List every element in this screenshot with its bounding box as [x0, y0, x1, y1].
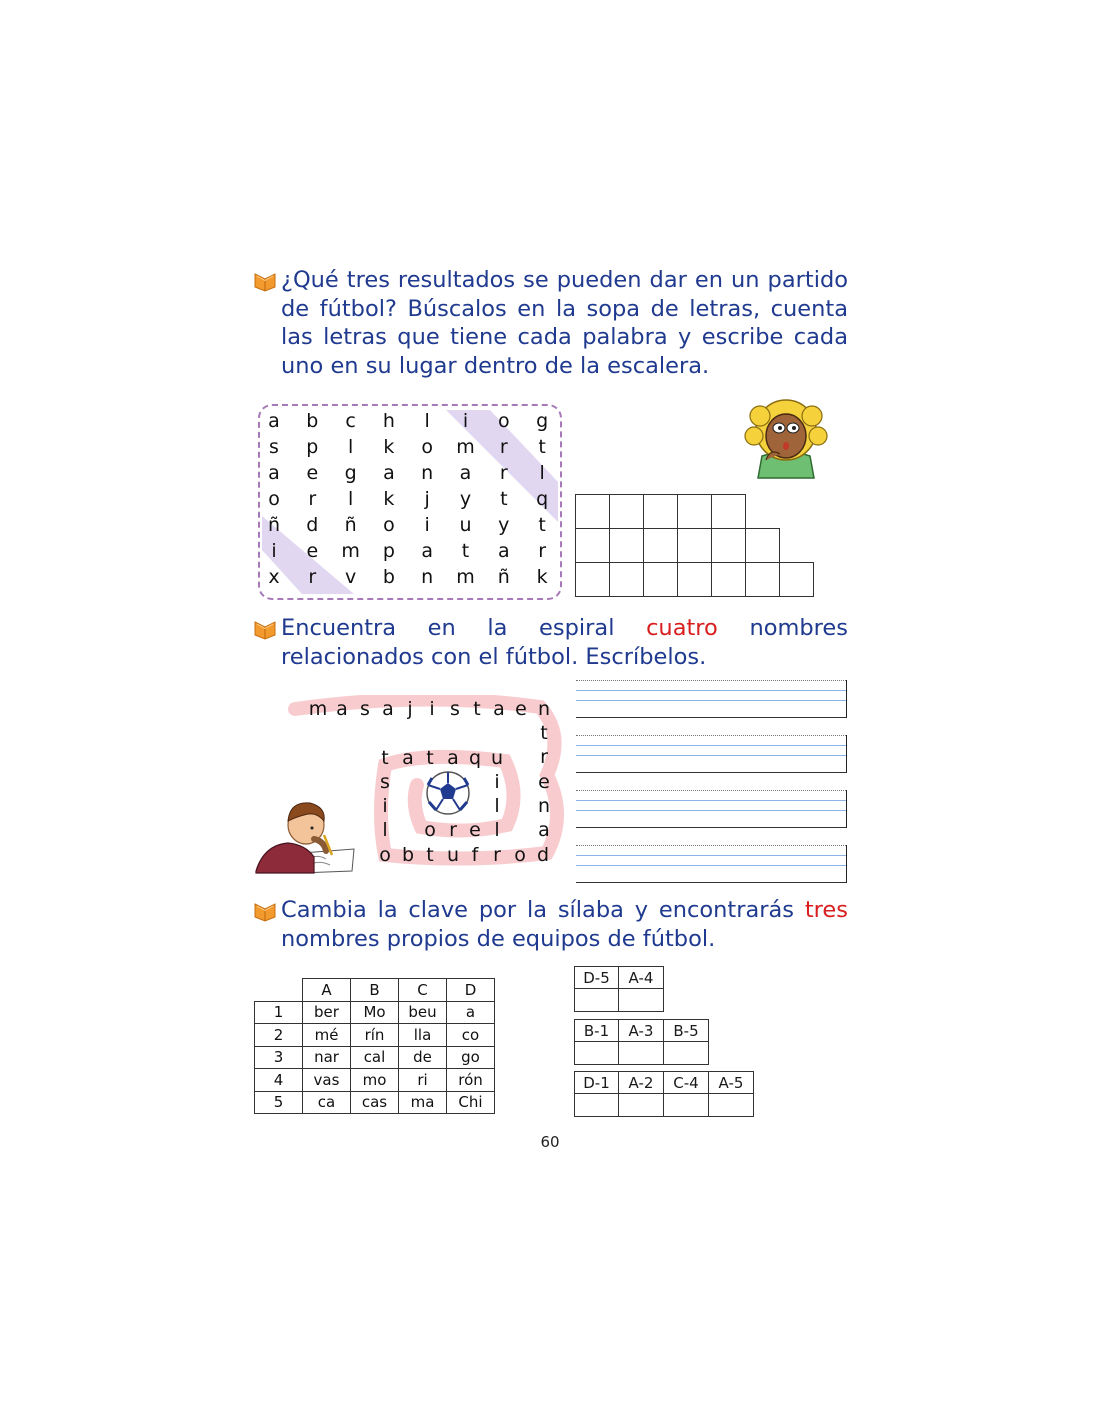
- book-bullet-icon: [254, 900, 276, 922]
- word-search-letter[interactable]: h: [382, 410, 395, 432]
- key-column: [664, 1071, 709, 1117]
- word-search-letter[interactable]: r: [308, 488, 317, 510]
- key-column: [619, 966, 664, 1012]
- word-search-letter[interactable]: n: [421, 462, 434, 484]
- table-row: [255, 1091, 495, 1114]
- syllable-answer-box[interactable]: [709, 1093, 754, 1117]
- word-search-letter[interactable]: m: [456, 436, 475, 458]
- syllable-answer-box[interactable]: [574, 988, 619, 1012]
- syllable-cell: ca: [303, 1091, 351, 1114]
- column-header: B: [351, 979, 399, 1002]
- syllable-cell: ber: [303, 1001, 351, 1024]
- word-search-letter[interactable]: a: [383, 462, 395, 484]
- spiral-letter: b: [401, 844, 415, 866]
- syllable-cell: rón: [447, 1069, 495, 1092]
- word-search-letter[interactable]: r: [308, 566, 317, 588]
- key-label: A-4: [619, 966, 664, 988]
- spiral-letter: s: [360, 698, 370, 720]
- word-search-letter[interactable]: o: [421, 436, 433, 458]
- staircase-answer-cell[interactable]: [609, 528, 644, 563]
- word-search-letter[interactable]: j: [424, 488, 430, 510]
- word-search-letter[interactable]: o: [268, 488, 280, 510]
- key-label: D-5: [574, 966, 619, 988]
- spiral-letter: t: [473, 698, 481, 720]
- word-search-letter[interactable]: c: [345, 410, 356, 432]
- word-search-letter[interactable]: a: [421, 540, 434, 562]
- syllable-cell: nar: [303, 1046, 351, 1069]
- row-number: 2: [255, 1024, 303, 1047]
- word-search-letter[interactable]: g: [344, 462, 357, 484]
- staircase-answer-cell[interactable]: [609, 494, 644, 529]
- word-search-letter[interactable]: b: [382, 566, 395, 588]
- word-search-letter[interactable]: e: [306, 540, 319, 562]
- word-search-letter[interactable]: m: [456, 566, 475, 588]
- key-label: A-5: [709, 1071, 754, 1093]
- spiral-letter: j: [407, 698, 413, 720]
- word-search-letter[interactable]: k: [536, 566, 548, 588]
- word-search-letter[interactable]: k: [383, 436, 395, 458]
- syllable-answer-box[interactable]: [619, 988, 664, 1012]
- spiral-letter: u: [446, 844, 460, 866]
- syllable-cell: ma: [399, 1091, 447, 1114]
- syllable-cell: cas: [351, 1091, 399, 1114]
- word-search-letter[interactable]: p: [382, 540, 395, 562]
- syllable-answer-box[interactable]: [619, 1041, 664, 1065]
- spiral-letter: t: [426, 747, 434, 769]
- word-search-letter[interactable]: m: [341, 540, 360, 562]
- word-search-letter[interactable]: l: [424, 410, 430, 432]
- key-row: [574, 1071, 754, 1117]
- staircase-answer-cell[interactable]: [643, 528, 678, 563]
- word-search-letter[interactable]: ñ: [344, 514, 357, 536]
- syllable-cell: ri: [399, 1069, 447, 1092]
- syllable-answer-box[interactable]: [664, 1041, 709, 1065]
- staircase-answer-cell[interactable]: [779, 562, 814, 597]
- book-bullet-icon: [254, 270, 276, 292]
- row-number: 1: [255, 1001, 303, 1024]
- syllable-cell: vas: [303, 1069, 351, 1092]
- word-search-letter[interactable]: v: [344, 566, 357, 588]
- exercise-3-instruction: Cambia la clave por la sílaba y encontrarás tres nombres propios de equipos de fútbol.: [281, 897, 848, 952]
- spiral-letter: d: [536, 844, 550, 866]
- syllable-cell: Chi: [447, 1091, 495, 1114]
- key-column: [574, 1071, 619, 1117]
- syllable-answer-box[interactable]: [619, 1093, 664, 1117]
- syllable-answer-box[interactable]: [574, 1093, 619, 1117]
- word-search-letter[interactable]: x: [268, 566, 280, 588]
- spiral-letter: a: [447, 747, 459, 769]
- syllable-cell: de: [399, 1046, 447, 1069]
- syllable-cell: Mo: [351, 1001, 399, 1024]
- spiral-letter: i: [494, 771, 500, 793]
- spiral-letter: q: [468, 747, 482, 769]
- highlight-word: tres: [804, 897, 848, 923]
- word-search-letter[interactable]: ñ: [497, 566, 510, 588]
- syllable-cell: lla: [399, 1024, 447, 1047]
- staircase-answer-cell[interactable]: [677, 528, 712, 563]
- syllable-key-table: [254, 978, 495, 1114]
- staircase-answer-cell[interactable]: [745, 528, 780, 563]
- spiral-letter: t: [381, 747, 389, 769]
- spiral-letter: l: [494, 795, 500, 817]
- word-search-letter[interactable]: n: [421, 566, 434, 588]
- boy-writing-illustration: [254, 795, 358, 875]
- book-bullet-icon: [254, 618, 276, 640]
- key-column: [709, 1071, 754, 1117]
- answer-writing-line[interactable]: [576, 735, 847, 773]
- word-search-letter[interactable]: d: [306, 514, 319, 536]
- column-header: D: [447, 979, 495, 1002]
- word-search-letter[interactable]: r: [499, 436, 508, 458]
- spiral-letter: f: [471, 844, 479, 866]
- key-label: D-1: [574, 1071, 619, 1093]
- table-row: [255, 1024, 495, 1047]
- staircase-answer-cell[interactable]: [677, 562, 712, 597]
- word-search-letter[interactable]: q: [536, 488, 549, 510]
- exercise-1-instruction: ¿Qué tres resultados se pueden dar en un partido de fútbol? Búscalos en la sopa de letras, cuenta las letras que tiene cada palabra y escribe cada uno en su lugar dentro de la escalera.: [281, 267, 848, 379]
- staircase-answer-cell[interactable]: [575, 562, 610, 597]
- spiral-letter: t: [540, 722, 548, 744]
- word-search-letter[interactable]: ñ: [267, 514, 281, 536]
- syllable-cell: beu: [399, 1001, 447, 1024]
- spiral-letter: u: [490, 747, 504, 769]
- word-search-letter[interactable]: t: [538, 514, 546, 536]
- key-label: B-1: [574, 1019, 619, 1041]
- key-column: [619, 1019, 664, 1065]
- row-number: 4: [255, 1069, 303, 1092]
- syllable-answer-box[interactable]: [664, 1093, 709, 1117]
- word-search-letter[interactable]: i: [424, 514, 430, 536]
- spiral-letter: t: [426, 844, 434, 866]
- key-label: A-2: [619, 1071, 664, 1093]
- word-search-letter[interactable]: u: [459, 514, 472, 536]
- spiral-letter: o: [514, 844, 526, 866]
- word-search-letter[interactable]: s: [269, 436, 279, 458]
- word-search-letter[interactable]: g: [536, 410, 549, 432]
- spiral-letter: o: [379, 844, 391, 866]
- row-number: 5: [255, 1091, 303, 1114]
- key-column: [664, 1019, 709, 1065]
- table-row: [255, 1001, 495, 1024]
- column-header: C: [399, 979, 447, 1002]
- spiral-letter: i: [429, 698, 435, 720]
- staircase-answer-cell[interactable]: [609, 562, 644, 597]
- highlight-word: cuatro: [646, 615, 718, 641]
- word-search-letter[interactable]: l: [347, 436, 354, 458]
- table-row: [255, 1069, 495, 1092]
- word-search-letter[interactable]: a: [459, 462, 472, 484]
- word-search-letter[interactable]: i: [271, 540, 277, 562]
- spiral-letter: a: [336, 698, 348, 720]
- spiral-letter: i: [382, 795, 388, 817]
- key-row: [574, 1019, 709, 1065]
- staircase-answer-cell[interactable]: [643, 562, 678, 597]
- word-search-letter[interactable]: a: [268, 462, 280, 484]
- exercise-2-instruction: Encuentra en la espiral cuatro nombres relacionados con el fútbol. Escríbelos.: [281, 615, 848, 670]
- syllable-cell: mo: [351, 1069, 399, 1092]
- spiral-letter: r: [449, 819, 457, 841]
- word-search-letter[interactable]: l: [347, 488, 354, 510]
- syllable-cell: cal: [351, 1046, 399, 1069]
- thinking-girl-illustration: [740, 398, 832, 480]
- spiral-letter: r: [493, 844, 501, 866]
- key-label: A-3: [619, 1019, 664, 1041]
- syllable-answer-box[interactable]: [574, 1041, 619, 1065]
- syllable-cell: a: [447, 1001, 495, 1024]
- staircase-answer-cell[interactable]: [575, 528, 610, 563]
- spiral-letter: a: [493, 698, 505, 720]
- word-search-letter[interactable]: p: [306, 436, 319, 458]
- spiral-letter: a: [402, 747, 414, 769]
- staircase-answer-cell[interactable]: [711, 562, 746, 597]
- word-search-letter[interactable]: k: [383, 488, 395, 510]
- spiral-letter: e: [515, 698, 527, 720]
- answer-writing-line[interactable]: [576, 680, 847, 718]
- word-search-letter[interactable]: a: [497, 540, 510, 562]
- spiral-letter: m: [308, 698, 328, 720]
- column-header: A: [303, 979, 351, 1002]
- spiral-letter: n: [537, 795, 551, 817]
- word-search-letter[interactable]: o: [497, 410, 510, 432]
- spiral-letter: l: [494, 819, 500, 841]
- page-number: 60: [540, 1133, 560, 1151]
- word-search-letter[interactable]: i: [462, 410, 469, 432]
- key-label: B-5: [664, 1019, 709, 1041]
- spiral-letter: l: [382, 819, 388, 841]
- spiral-letter: e: [469, 819, 481, 841]
- word-search-letter[interactable]: b: [306, 410, 319, 432]
- staircase-answer-cell[interactable]: [575, 494, 610, 529]
- spiral-letter: s: [380, 771, 390, 793]
- word-search-letter[interactable]: l: [539, 462, 545, 484]
- word-search-letter[interactable]: y: [498, 514, 510, 536]
- row-number: 3: [255, 1046, 303, 1069]
- word-search-letter[interactable]: t: [461, 540, 470, 562]
- syllable-cell: rín: [351, 1024, 399, 1047]
- syllable-cell: co: [447, 1024, 495, 1047]
- word-search-letter[interactable]: t: [538, 436, 546, 458]
- key-column: [574, 1019, 619, 1065]
- word-search-letter[interactable]: y: [459, 488, 472, 510]
- syllable-cell: go: [447, 1046, 495, 1069]
- key-column: [619, 1071, 664, 1117]
- spiral-letter: a: [538, 819, 550, 841]
- staircase-answer-cell[interactable]: [677, 494, 712, 529]
- spiral-letter: s: [450, 698, 460, 720]
- spiral-letter: e: [538, 771, 550, 793]
- soccer-ball-icon: [425, 770, 471, 816]
- word-search-letter[interactable]: r: [538, 540, 546, 562]
- staircase-answer-cell[interactable]: [643, 494, 678, 529]
- word-search-letter[interactable]: e: [306, 462, 319, 484]
- spiral-letter: a: [382, 698, 394, 720]
- word-search-letter[interactable]: a: [268, 410, 280, 432]
- word-search-letter[interactable]: t: [500, 488, 508, 510]
- syllable-cell: mé: [303, 1024, 351, 1047]
- spiral-letter: n: [537, 698, 551, 720]
- table-header-row: [255, 979, 495, 1002]
- word-search-letter[interactable]: r: [499, 462, 508, 484]
- spiral-letter: r: [540, 746, 548, 768]
- key-row: [574, 966, 664, 1012]
- answer-writing-line[interactable]: [576, 845, 847, 883]
- answer-writing-line[interactable]: [576, 790, 847, 828]
- key-column: [574, 966, 619, 1012]
- word-search-letter[interactable]: o: [383, 514, 395, 536]
- staircase-answer-cell[interactable]: [745, 562, 780, 597]
- staircase-answer-cell[interactable]: [711, 494, 746, 529]
- key-label: C-4: [664, 1071, 709, 1093]
- table-row: [255, 1046, 495, 1069]
- staircase-answer-cell[interactable]: [711, 528, 746, 563]
- spiral-letter: o: [424, 819, 436, 841]
